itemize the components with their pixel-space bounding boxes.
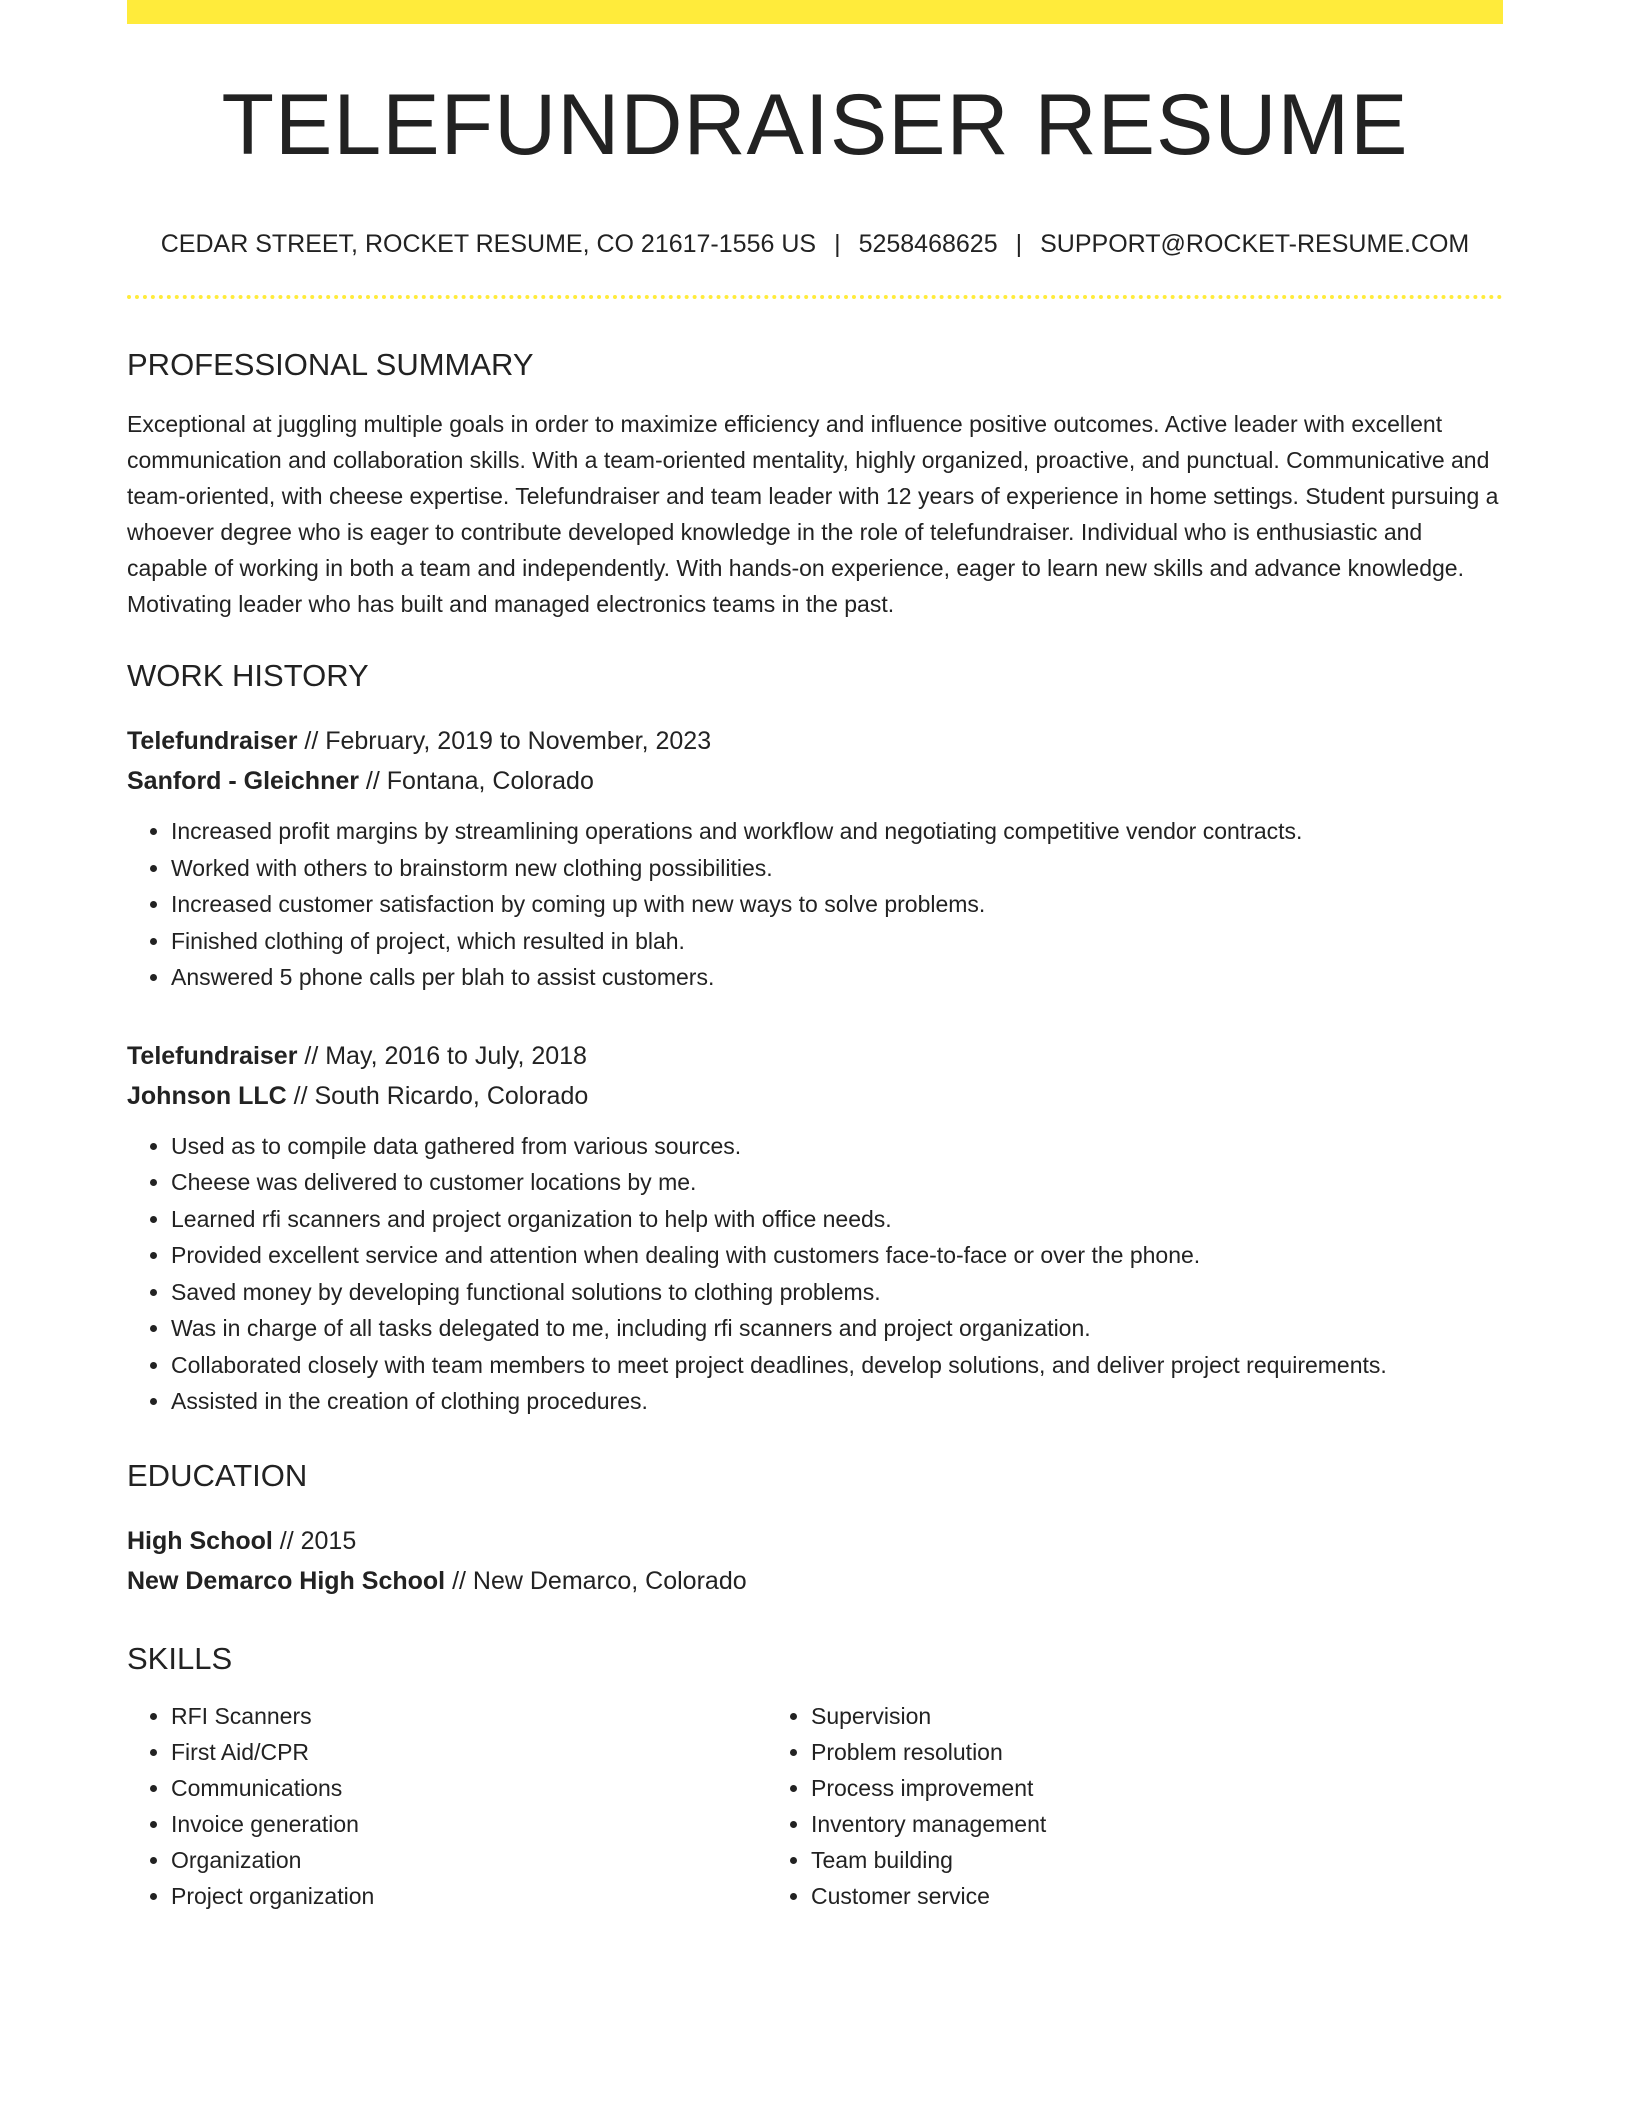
accent-bar — [127, 0, 1503, 24]
skill-item: • Problem resolution — [811, 1734, 1395, 1770]
job-entry — [127, 1036, 1503, 1420]
job-company: Johnson LLC — [127, 1081, 287, 1110]
skill-item: • Supervision — [811, 1698, 1395, 1734]
job-title-line — [127, 1036, 1503, 1076]
work-history-heading: WORK HISTORY — [127, 658, 369, 693]
list-item: • Learned rfi scanners and project organization to help with office needs. — [171, 1201, 1503, 1238]
skills-heading: SKILLS — [127, 1640, 233, 1676]
resume-page — [127, 0, 1503, 1914]
skill-item: • Project organization — [171, 1878, 761, 1914]
list-item: • Used as to compile data gathered from various sources. — [171, 1128, 1503, 1165]
skill-item: • Inventory management — [811, 1806, 1395, 1842]
skill-item: • RFI Scanners — [171, 1698, 761, 1734]
skill-item: • Organization — [171, 1842, 761, 1878]
list-item: • Was in charge of all tasks delegated to me, including rfi scanners and project organization. — [171, 1310, 1503, 1347]
skills-grid — [127, 1698, 1503, 1914]
resume-title: TELEFUNDRAISER RESUME — [221, 77, 1409, 173]
education-school: New Demarco High School — [127, 1566, 446, 1595]
skill-item: • Invoice generation — [171, 1806, 761, 1842]
summary-text: Exceptional at juggling multiple goals in order to maximize efficiency and influence positive outcomes. Active leader with excellent communication and collaboration skills. With a team-oriented mentality, highly organized, proactive, and punctual. Communicative and team-oriented, with cheese expertise. Telefundraiser and team leader with 12 years of experience in home settings. Student pursuing a whoever degree who is eager to contribute developed knowledge in the role of telefundraiser. Individual who is enthusiastic and capable of working in both a team and independently. With hands-on experience, eager to learn new skills and advance knowledge. Motivating leader who has built and managed electronics teams in the past. — [127, 411, 1499, 617]
job-location: // South Ricardo, Colorado — [286, 1081, 589, 1110]
job-role: Telefundraiser — [127, 727, 298, 755]
job-company-line — [127, 1076, 1503, 1116]
job-bullets — [127, 813, 1503, 996]
contact-line — [127, 232, 1503, 257]
list-item: • Cheese was delivered to customer locations by me. — [171, 1164, 1503, 1201]
skills-column-left — [127, 1698, 761, 1914]
job-bullets — [127, 1128, 1503, 1420]
contact-email[interactable]: SUPPORT@ROCKET-RESUME.COM — [1040, 230, 1470, 258]
contact-separator: | — [834, 230, 841, 258]
education-year: // 2015 — [272, 1526, 357, 1555]
skill-item: • Team building — [811, 1842, 1395, 1878]
list-item: • Finished clothing of project, which resulted in blah. — [171, 923, 1503, 960]
list-item: • Worked with others to brainstorm new clothing possibilities. — [171, 850, 1503, 887]
education-degree: High School — [127, 1526, 273, 1555]
list-item: • Increased profit margins by streamlining operations and workflow and negotiating competitive vendor contracts. — [171, 813, 1503, 850]
skill-item: • First Aid/CPR — [171, 1734, 761, 1770]
list-item: • Provided excellent service and attention when dealing with customers face-to-face or over the phone. — [171, 1237, 1503, 1274]
list-item: • Answered 5 phone calls per blah to assist customers. — [171, 959, 1503, 996]
education-entry — [127, 1521, 1503, 1601]
job-role: Telefundraiser — [127, 1041, 298, 1070]
list-item: • Collaborated closely with team members to meet project deadlines, develop solutions, and deliver project requirements. — [171, 1347, 1503, 1384]
education-degree-line — [127, 1521, 1503, 1561]
contact-separator: | — [1015, 230, 1023, 258]
summary-heading: PROFESSIONAL SUMMARY — [127, 347, 534, 382]
list-item: • Assisted in the creation of clothing procedures. — [171, 1383, 1503, 1420]
list-item: • Increased customer satisfaction by coming up with new ways to solve problems. — [171, 886, 1503, 923]
contact-address: CEDAR STREET, ROCKET RESUME, CO 21617-1556 US — [160, 230, 817, 258]
job-entry — [127, 721, 1503, 996]
job-title-line — [127, 721, 1503, 761]
job-dates: // May, 2016 to July, 2018 — [297, 1041, 587, 1070]
job-company-line — [127, 761, 1503, 801]
education-heading: EDUCATION — [127, 1457, 308, 1493]
education-school-line — [127, 1561, 1503, 1601]
contact-phone[interactable]: 5258468625 — [858, 230, 998, 258]
skill-item: • Process improvement — [811, 1770, 1395, 1806]
skill-item: • Communications — [171, 1770, 761, 1806]
list-item: • Saved money by developing functional solutions to clothing problems. — [171, 1274, 1503, 1311]
skills-column-right — [761, 1698, 1395, 1914]
divider — [127, 295, 1503, 299]
education-location: // New Demarco, Colorado — [445, 1566, 747, 1595]
skill-item: • Customer service — [811, 1878, 1395, 1914]
job-company: Sanford - Gleichner — [127, 767, 359, 795]
job-location: // Fontana, Colorado — [358, 767, 594, 795]
job-dates: // February, 2019 to November, 2023 — [297, 727, 712, 755]
